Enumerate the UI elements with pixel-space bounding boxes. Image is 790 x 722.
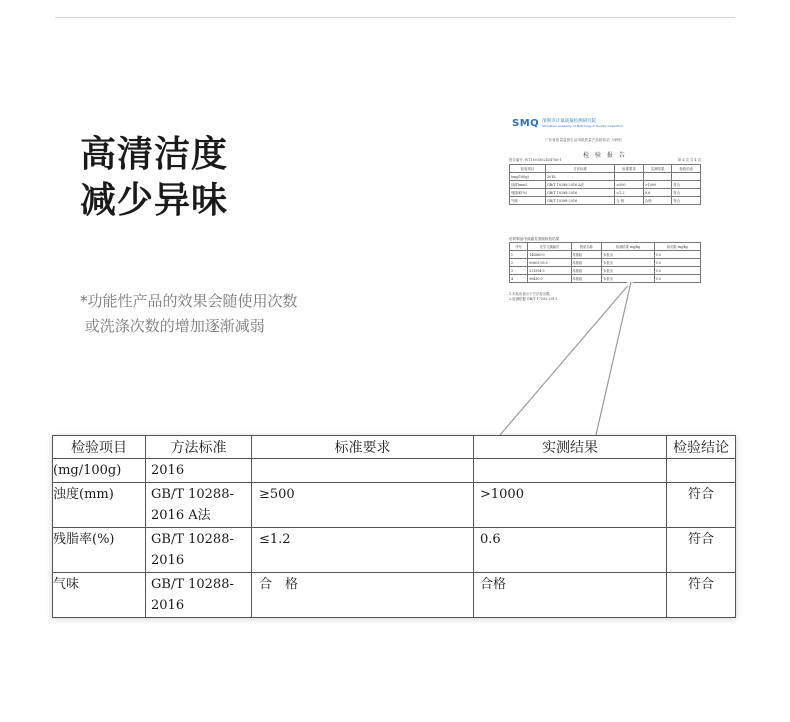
cell-result [474, 459, 667, 483]
cell-method: 2016 [146, 459, 252, 483]
report-amine-table: 序号 化学文摘编号 物质名称 检测结果 mg/kg 检出限 mg/kg 1 140660-0 苯基胺 未检出 5.0 2 90603-05-2 苯基胺 未检出 5.0 3 231594-3 苯基胺 未检出 5.0 4 96410-0 苯基胺 未检出 5.0 [509, 242, 701, 283]
table-row [53, 528, 736, 573]
report-footnotes: 1.未检出表示于方法检出限。 2.检测依据 GB/T 17592-2011 [509, 292, 558, 301]
cell-conclusion: 符合 [667, 483, 736, 528]
test-results-table [52, 435, 736, 618]
headline-line-1: 高清洁度 [80, 134, 229, 175]
headline [80, 132, 228, 224]
report-number: 报告编号: WT1801882404766-1 [509, 158, 562, 162]
cell-requirement: 合 格 [252, 573, 474, 618]
report-amine-caption: 纺织制品中致癌芳香胺检验结果 [509, 237, 560, 241]
header-result: 实测结果 [474, 436, 667, 459]
smq-logo-text: SMQ [512, 118, 540, 129]
cell-conclusion [667, 459, 736, 483]
test-report-thumbnail [505, 110, 705, 320]
cell-conclusion: 符合 [667, 573, 736, 618]
report-page: 第 4 页 共 4 页 [677, 158, 701, 162]
report-org: 深圳市计量质量检测研究院 Shenzhen Academy of Metrology & Quality Inspection [542, 118, 623, 128]
table-row [53, 573, 736, 618]
table-header-row [53, 436, 736, 459]
cell-item: 气味 [53, 573, 146, 618]
cell-method: GB/T 10288- 2016 A法 [146, 483, 252, 528]
disclaimer-note [80, 289, 298, 339]
report-subtitle: 广东省质量监督生活用纸质量产品检验站（深圳） [545, 138, 625, 142]
cell-requirement: ≤1.2 [252, 528, 474, 573]
cell-item: 浊度(mm) [53, 483, 146, 528]
table-row [53, 483, 736, 528]
report-logo [512, 118, 623, 129]
cell-requirement [252, 459, 474, 483]
cell-conclusion: 符合 [667, 528, 736, 573]
cell-requirement: ≥500 [252, 483, 474, 528]
cell-result: >1000 [474, 483, 667, 528]
cell-method: GB/T 10288- 2016 [146, 573, 252, 618]
table-row [53, 459, 736, 483]
cell-result: 0.6 [474, 528, 667, 573]
report-title: 检 验 报 告 [583, 152, 627, 159]
cell-result: 合格 [474, 573, 667, 618]
report-results-table: 检验项目 方法标准 标准要求 实测结果 检验结论 (mg/100g) 2016 浊度(mm) GB/T 10288-2016 A法 ≥500 >1000 符合 残脂率(%) GB/T 10288-2016 ≤1.2 0.6 符合 气味 GB/T 10288-2016 合 格 合格 符合 [509, 164, 701, 205]
header-conclusion: 检验结论 [667, 436, 736, 459]
header-method: 方法标准 [146, 436, 252, 459]
header-item: 检验项目 [53, 436, 146, 459]
cell-item: (mg/100g) [53, 459, 146, 483]
note-line-2: 或洗涤次数的增加逐渐减弱 [80, 317, 265, 335]
note-line-1: *功能性产品的效果会随使用次数 [80, 292, 298, 310]
cell-method: GB/T 10288- 2016 [146, 528, 252, 573]
header-requirement: 标准要求 [252, 436, 474, 459]
headline-line-2: 减少异味 [80, 180, 229, 221]
cell-item: 残脂率(%) [53, 528, 146, 573]
top-divider [55, 17, 735, 18]
